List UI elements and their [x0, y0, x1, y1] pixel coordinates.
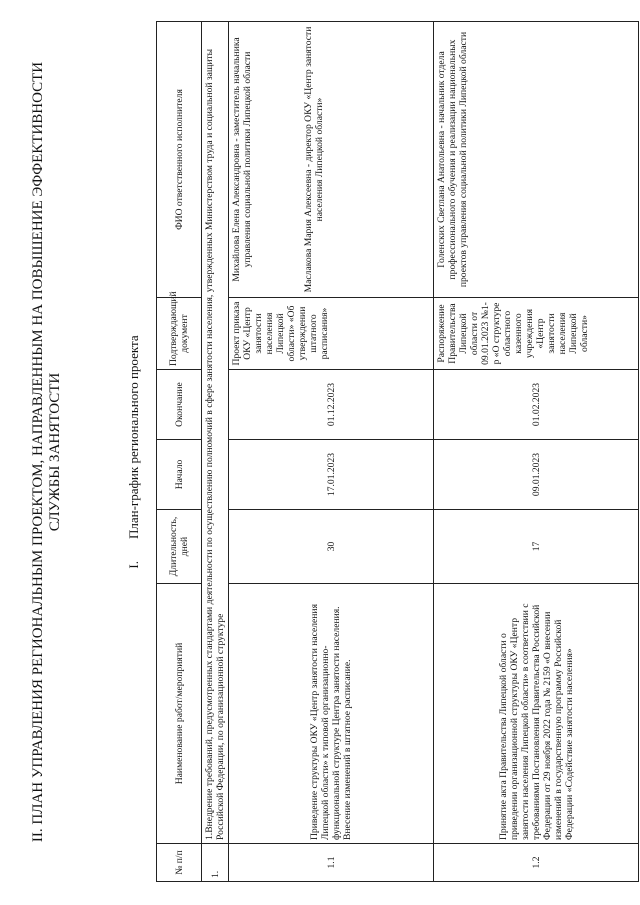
title-line-1: II. ПЛАН УПРАВЛЕНИЯ РЕГИОНАЛЬНЫМ ПРОЕКТОМ, НАПРАВЛЕННЫМ НА ПОВЫШЕНИЕ ЭФФЕКТИВНОСТИ	[30, 61, 46, 843]
row-name-cell: Принятие акта Правительства Липецкой области о приведении организационной структуры ОКУ «Центр занятости населения Липецкой области» в соответствии с требованиями Постановления Правительства Российской Федерации от 29 ноября 2022 года № 2159 «О внесении изменений в государственную программу Российской Федерации «Содействие занятости населения»	[434, 584, 639, 844]
section-num-cell: 1.	[202, 844, 229, 882]
row-document-cell: Распоряжение Правительства Липецкой области от 09.01.2023 №1-р «О структуре областного казенного учреждения «Центр занятости населения Липецкой области»	[434, 298, 639, 370]
table-header-row	[157, 22, 202, 882]
column-header: Начало	[157, 440, 202, 510]
executor-name: Маслакова Мария Алексеевна - директор ОКУ «Центр занятости населения Липецкой области»	[303, 26, 325, 293]
document-title	[30, 17, 64, 887]
title-line-2: СЛУЖБЫ ЗАНЯТОСТИ	[47, 372, 63, 532]
row-name-cell: Приведение структуры ОКУ «Центр занятости населения Липецкой области» к типовой организационно-функциональной структуре Центра занятости населения. Внесение изменений в штатное расписание.	[229, 584, 434, 844]
column-header: Длительность, дней	[157, 510, 202, 584]
table-section-row	[202, 22, 229, 882]
row-duration-cell: 17	[434, 510, 639, 584]
row-start-cell: 09.01.2023	[434, 440, 639, 510]
column-header: Подтверждающий документ	[157, 298, 202, 370]
plan-table	[156, 21, 639, 882]
row-end-cell: 01.12.2023	[229, 370, 434, 440]
executor-name: Михайлова Елена Александровна - заместитель начальника управления социальной политики Липецкой области	[231, 37, 253, 282]
column-header: № п/п	[157, 844, 202, 882]
row-executor-cell	[434, 22, 639, 298]
document-page	[20, 17, 620, 887]
row-executor-cell	[229, 22, 434, 298]
column-header: ФИО ответственного исполнителя	[157, 22, 202, 298]
row-start-cell: 17.01.2023	[229, 440, 434, 510]
executor-name: Голенских Светлана Анатольевна - начальник отдела профессионального обучения и реализации национальных проектов управления социальной политики Липецкой области	[436, 31, 469, 288]
section-heading-title: План-график регионального проекта	[126, 335, 141, 540]
row-document-cell: Проект приказа ОКУ «Центр занятости населения Липецкой области» «Об утверждении штатного расписания»	[229, 298, 434, 370]
row-duration-cell: 30	[229, 510, 434, 584]
row-end-cell: 01.02.2023	[434, 370, 639, 440]
column-header: Наименование работ/мероприятий	[157, 584, 202, 844]
section-heading	[126, 17, 142, 887]
row-num-cell: 1.1	[229, 844, 434, 882]
table-row	[434, 22, 639, 882]
section-heading-number: I.	[126, 561, 141, 569]
table-row	[229, 22, 434, 882]
row-num-cell: 1.2	[434, 844, 639, 882]
section-text-cell: 1.Внедрение требований, предусмотренных стандартами деятельности по осуществлению полномочий в сфере занятости населения, утвержденных Министерством труда и социальной защиты Российской Федерации, по организационной структуре	[202, 22, 229, 844]
column-header: Окончание	[157, 370, 202, 440]
